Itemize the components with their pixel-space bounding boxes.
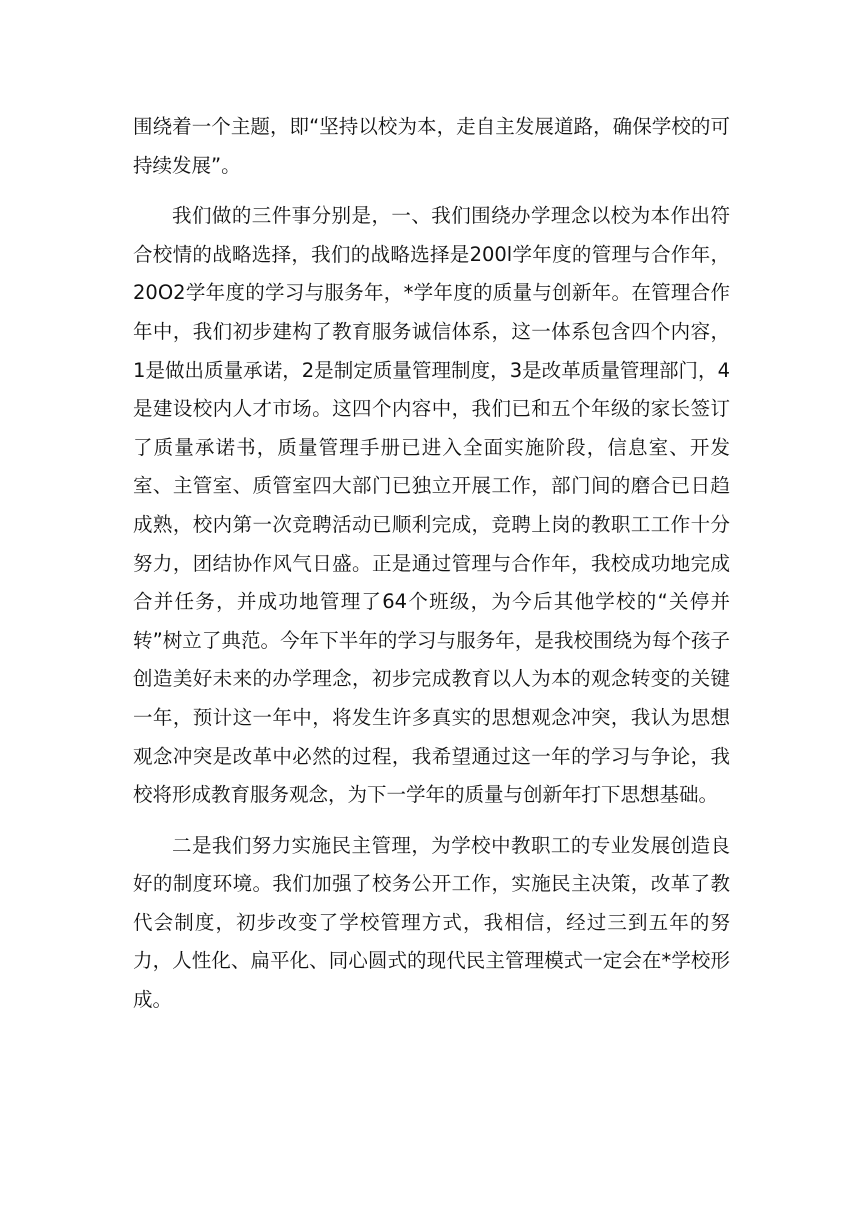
paragraph-democratic-management: 二是我们努力实施民主管理，为学校中教职工的专业发展创造良好的制度环境。我们加强了校务公开工作，实施民主决策，改革了教代会制度，初步改变了学校管理方式，我相信，经过三到五年的努力，人性化、扁平化、同心圆式的现代民主管理模式一定会在*学校形成。 (133, 833, 730, 1012)
document-body (133, 108, 730, 1032)
paragraph-intro: 围绕着一个主题，即“坚持以校为本，走自主发展道路，确保学校的可持续发展”。 (133, 115, 730, 177)
paragraph-three-things: 我们做的三件事分别是，一、我们围绕办学理念以校为本作出符合校情的战略选择，我们的战略选择是200l学年度的管理与合作年，20O2学年度的学习与服务年，*学年度的质量与创新年。在管理合作年中，我们初步建构了教育服务诚信体系，这一体系包含四个内容，1是做出质量承诺，2是制定质量管理制度，3是改革质量管理部门，4是建设校内人才市场。这四个内容中，我们已和五个年级的家长签订了质量承诺书，质量管理手册已进入全面实施阶段，信息室、开发室、主管室、质管室四大部门已独立开展工作，部门间的磨合已日趋成熟，校内第一次竞聘活动已顺利完成，竞聘上岗的教职工工作十分努力，团结协作风气日盛。正是通过管理与合作年，我校成功地完成合并任务，并成功地管理了64个班级，为今后其他学校的“关停并转”树立了典范。今年下半年的学习与服务年，是我校围绕为每个孩子创造美好未来的办学理念，初步完成教育以人为本的观念转变的关键一年，预计这一年中，将发生许多真实的思想观念冲突，我认为思想观念冲突是改革中必然的过程，我希望通过这一年的学习与争论，我校将形成教育服务观念，为下一学年的质量与创新年打下思想基础。 (133, 204, 730, 807)
